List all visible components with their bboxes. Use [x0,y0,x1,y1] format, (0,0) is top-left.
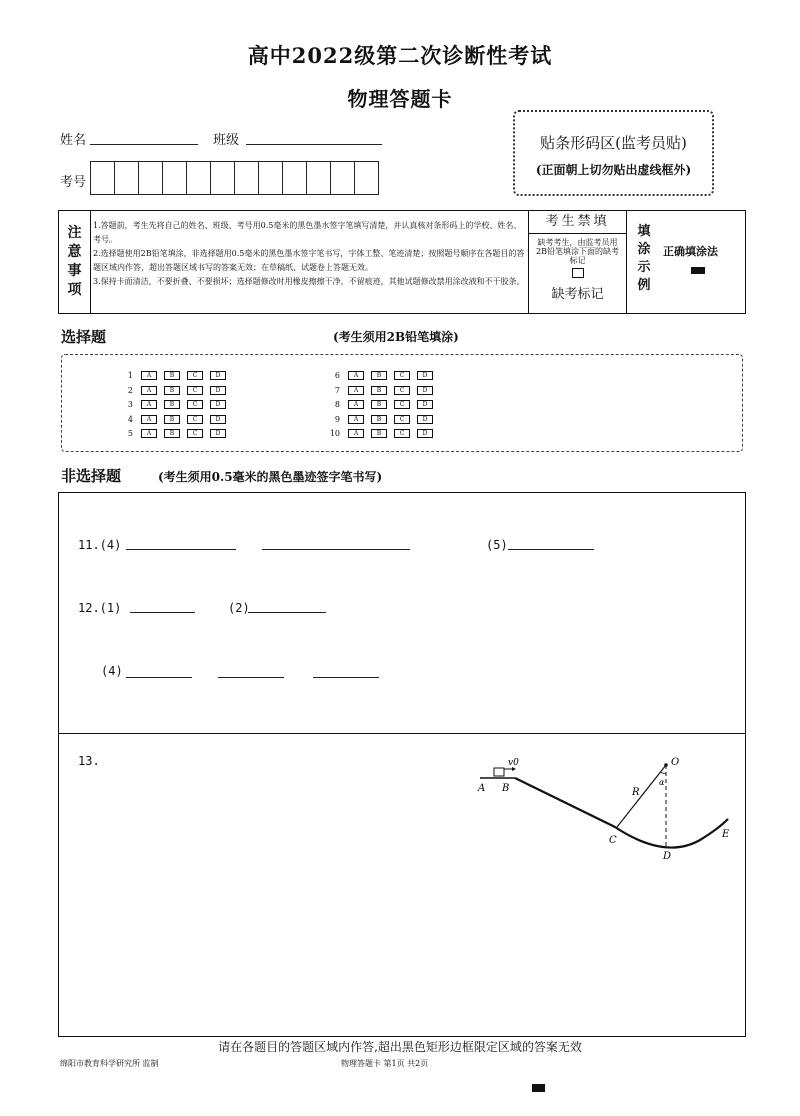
footer-publisher: 绵阳市教育科学研究所 监制 [60,1059,159,1068]
barcode-area [513,110,714,196]
question-number: 2 [127,385,133,395]
question-number: 4 [127,414,133,424]
barcode-title: 贴条形码区(监考员贴) [540,134,687,152]
notice-block [58,210,746,314]
option-bubble[interactable]: D [210,386,226,395]
choice-row [117,429,233,438]
section-divider [58,733,746,734]
filled-example-mark [691,267,705,274]
option-bubble[interactable]: A [141,400,157,409]
option-bubble[interactable]: C [394,371,410,380]
option-bubble[interactable]: C [187,415,203,424]
option-bubble[interactable]: A [141,415,157,424]
option-bubble[interactable]: C [394,386,410,395]
option-bubble[interactable]: B [371,415,387,424]
footer-warning: 请在各题目的答题区域内作答,超出黑色矩形边框限定区域的答案无效 [218,1040,582,1054]
option-bubble[interactable]: C [394,400,410,409]
nonchoice-note: (考生须用0.5毫米的黑色墨迹签字笔书写) [158,470,383,484]
option-bubble[interactable]: A [348,371,364,380]
q13-diagram [470,745,740,870]
choice-row [324,386,440,395]
registration-mark [532,1084,545,1092]
choice-note: (考生须用2B铅笔填涂) [333,330,459,344]
option-bubble[interactable]: D [417,400,433,409]
question-number: 1 [127,371,133,380]
choice-area [61,354,743,452]
option-bubble[interactable]: C [394,429,410,438]
example-label: 填 涂 示 例 [637,224,651,293]
point-o-label: O [671,757,680,768]
q13-label: 13. [78,754,100,768]
choice-row [117,386,233,395]
q12-answer-2[interactable] [248,598,326,613]
q12-label: 12.(1) [78,601,122,615]
point-d-label: D [663,851,672,862]
option-bubble[interactable]: A [141,429,157,438]
question-number: 7 [334,385,340,395]
option-bubble[interactable]: B [371,429,387,438]
question-number: 8 [334,400,340,409]
q11-answer-1[interactable] [126,535,236,550]
q11-answer-5[interactable] [508,535,594,550]
question-number: 6 [334,371,340,380]
point-b-label: B [502,783,510,794]
option-bubble[interactable]: B [164,371,180,380]
q12-answer-4b[interactable] [218,663,284,678]
option-bubble[interactable]: D [417,415,433,424]
choice-row [117,415,233,424]
option-bubble[interactable]: C [187,371,203,380]
notice-label: 注 意 事 项 [59,211,91,313]
q12-answer-1[interactable] [130,598,195,613]
option-bubble[interactable]: B [164,386,180,395]
option-bubble[interactable]: D [210,415,226,424]
choice-title: 选择题 [61,328,107,346]
question-number: 5 [127,429,133,438]
q12-part4-label: (4) [101,664,123,678]
option-bubble[interactable]: A [348,386,364,395]
choice-row [324,429,440,438]
q11-answer-2[interactable] [262,535,410,550]
option-bubble[interactable]: C [187,400,203,409]
notice-item: 3.保持卡面清洁，不要折叠、不要损坏；选择题修改时用橡皮擦擦干净，不留痕迹，其他试题修改禁用涂改液和不干胶条。 [93,277,525,286]
choice-row [117,371,233,380]
option-bubble[interactable]: D [210,371,226,380]
point-c-label: C [609,835,617,846]
absent-checkbox[interactable] [572,268,584,278]
option-bubble[interactable]: C [187,429,203,438]
barcode-note: (正面朝上切勿贴出虚线框外) [535,163,692,177]
option-bubble[interactable]: A [141,386,157,395]
example-text: 正确填涂法 [663,245,718,258]
point-a-label: A [478,783,486,794]
q11-label: 11.(4) [78,538,122,552]
footer-page: 物理答题卡 第1页 共2页 [341,1059,429,1068]
notice-item: 2.选择题使用2B铅笔填涂，非选择题用0.5毫米的黑色墨水签字笔书写，字体工整、笔迹清楚；按照题号顺序在各题目的答题区域内作答，超出答题区域书写的答案无效；在草稿纸、试题卷上答题无效。 [93,249,525,272]
option-bubble[interactable]: B [164,429,180,438]
option-bubble[interactable]: D [417,386,433,395]
ban-text: 缺考考生，由监考员用2B铅笔填涂下面的缺考标记 [536,238,619,265]
absent-mark-label: 缺考标记 [551,287,604,302]
ban-header: 考生禁填 [529,211,626,234]
question-number: 3 [127,400,133,409]
angle-alpha-label: α [659,778,665,787]
q11-part5-label: (5) [486,538,508,552]
exam-no-boxes[interactable] [90,161,379,195]
option-bubble[interactable]: A [348,400,364,409]
exam-title: 高中2022级第二次诊断性考试 [247,43,553,68]
option-bubble[interactable]: D [210,429,226,438]
track-curve [515,778,728,848]
nonchoice-title: 非选择题 [61,467,122,485]
q12-answer-4c[interactable] [313,663,379,678]
choice-row [324,400,440,409]
v0-label: v0 [508,758,519,768]
option-bubble[interactable]: B [164,400,180,409]
choice-row [117,400,233,409]
option-bubble[interactable]: D [210,400,226,409]
choice-row [324,415,440,424]
question-number: 9 [334,414,340,424]
option-bubble[interactable]: A [348,415,364,424]
option-bubble[interactable]: B [371,386,387,395]
point-e-label: E [722,829,730,840]
option-bubble[interactable]: B [164,415,180,424]
angle-arc [661,772,666,773]
absent-mark-box [528,211,627,313]
option-bubble[interactable]: A [348,429,364,438]
option-bubble[interactable]: B [371,371,387,380]
radius-r-label: R [632,787,640,798]
choice-row [324,371,440,380]
option-bubble[interactable]: D [417,429,433,438]
question-number: 10 [329,429,340,438]
center-o [664,763,668,767]
option-bubble[interactable]: C [187,386,203,395]
name-field[interactable] [90,130,198,145]
q12-answer-4a[interactable] [126,663,192,678]
name-label: 姓名 [60,133,87,148]
q12-part2-label: (2) [228,601,250,615]
radius-oc [617,765,666,827]
class-field[interactable] [246,130,382,145]
option-bubble[interactable]: A [141,371,157,380]
notice-item: 1.答题前，考生先将自己的姓名、班级、考号用0.5毫米的黑色墨水签字笔填写清楚，并认真核对条形码上的学校、姓名、考号。 [93,221,522,244]
option-bubble[interactable]: C [394,415,410,424]
option-bubble[interactable]: D [417,371,433,380]
card-title: 物理答题卡 [347,87,453,111]
option-bubble[interactable]: B [371,400,387,409]
class-label: 班级 [213,133,240,148]
block-object [494,768,504,776]
exam-no-label: 考号 [60,175,87,190]
notice-items [93,219,525,289]
